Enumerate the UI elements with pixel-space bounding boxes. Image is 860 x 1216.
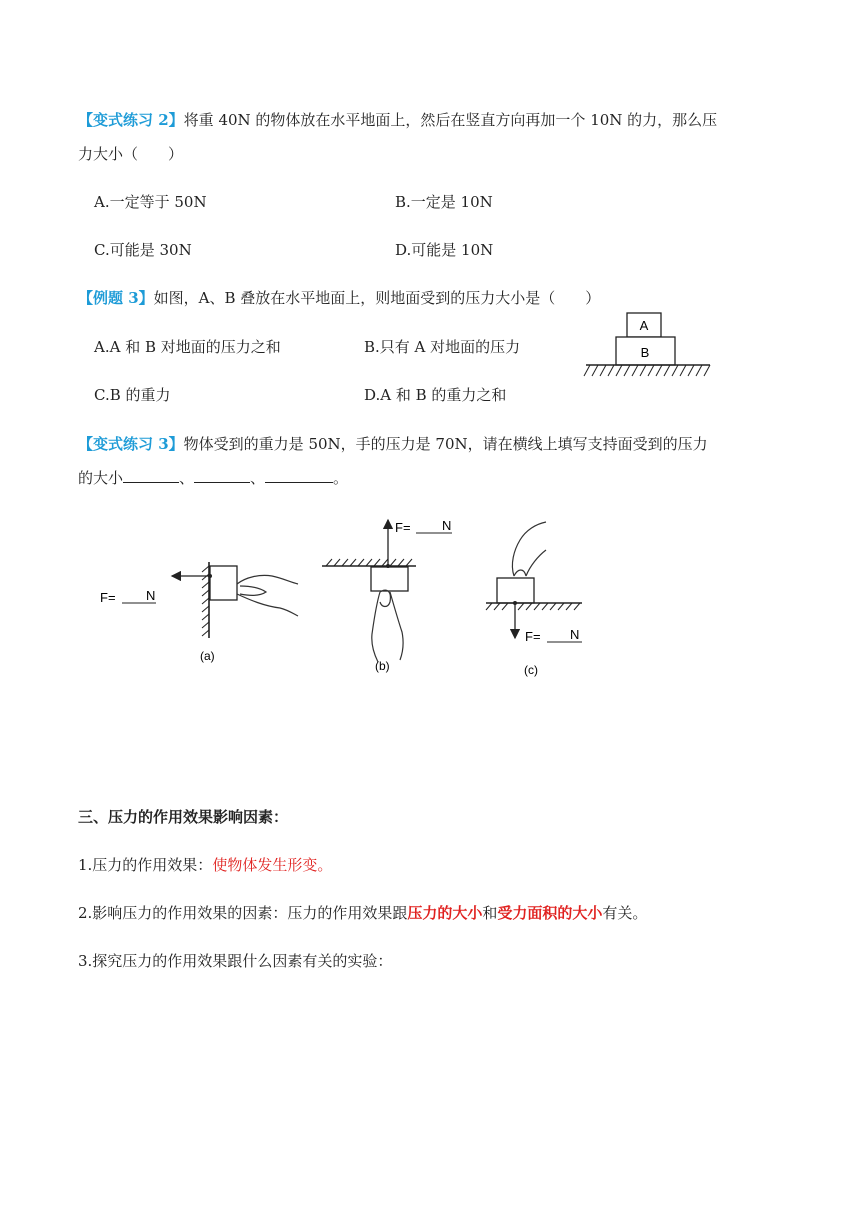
variant2-option-b: B.一定是 10N — [395, 193, 493, 211]
ground-hatch — [584, 365, 710, 376]
variant2-tag: 【变式练习 2】 — [78, 111, 184, 129]
example3-tag: 【例题 3】 — [78, 289, 154, 307]
example3-text: 如图，A、B 叠放在水平地面上，则地面受到的压力大小是（ ） — [153, 289, 601, 307]
answer-blank-1[interactable] — [123, 468, 179, 483]
example3-option-d: D.A 和 B 的重力之和 — [364, 386, 507, 404]
caption-a: (a) — [200, 649, 215, 663]
item2-end: 有关。 — [602, 904, 648, 922]
floor-hatch — [486, 603, 580, 610]
variant3-line1 — [78, 434, 708, 454]
ceiling-hatch — [326, 559, 412, 566]
block-c-fig — [497, 578, 534, 603]
block-a-label: A — [639, 318, 649, 333]
item2-emphasis-1: 压力的大小 — [407, 904, 483, 922]
block-b-fig — [371, 567, 408, 591]
variant3-tag: 【变式练习 3】 — [78, 435, 184, 453]
block-b-label: B — [640, 345, 650, 360]
figure-a — [100, 562, 298, 663]
variant3-sep1: 、 — [179, 469, 195, 487]
block-a-fig — [210, 566, 237, 600]
unit-a: N — [146, 588, 156, 603]
variant3-line2 — [78, 468, 348, 488]
unit-c: N — [570, 627, 580, 642]
variant3-text2: 的大小 — [78, 469, 124, 487]
variant2-option-a: A.一定等于 50N — [94, 193, 207, 211]
variant2-line1 — [78, 110, 717, 130]
section3-heading: 三、压力的作用效果影响因素： — [78, 808, 289, 826]
example3-option-a: A.A 和 B 对地面的压力之和 — [94, 338, 281, 356]
force-label-b: F= — [395, 520, 411, 535]
unit-b: N — [442, 518, 452, 533]
variant3-sep2: 、 — [250, 469, 266, 487]
section3-item2 — [78, 903, 647, 923]
force-label-a: F= — [100, 590, 116, 605]
example3-option-b: B.只有 A 对地面的压力 — [364, 338, 521, 356]
caption-c: (c) — [524, 663, 538, 677]
example3-question — [78, 288, 600, 308]
variant2-option-c: C.可能是 30N — [94, 241, 192, 259]
hand-icon — [237, 575, 298, 616]
hand-icon — [512, 522, 546, 576]
force-label-c: F= — [525, 629, 541, 644]
force-figures — [90, 510, 600, 685]
item2-mid: 和 — [482, 904, 498, 922]
figure-c — [486, 522, 582, 677]
variant3-text1: 物体受到的重力是 50N，手的压力是 70N，请在横线上填写支持面受到的压力 — [183, 435, 708, 453]
section3-item3: 3.探究压力的作用效果跟什么因素有关的实验： — [78, 952, 393, 970]
answer-blank-2[interactable] — [194, 468, 250, 483]
item1-prefix: 1.压力的作用效果： — [78, 856, 213, 874]
answer-blank-3[interactable] — [265, 468, 333, 483]
hand-icon — [372, 590, 403, 662]
variant2-text1: 将重 40N 的物体放在水平地面上，然后在竖直方向再加一个 10N 的力，那么压 — [183, 111, 718, 129]
item2-prefix: 2.影响压力的作用效果的因素：压力的作用效果跟 — [78, 904, 408, 922]
item2-emphasis-2: 受力面积的大小 — [497, 904, 603, 922]
caption-b: (b) — [375, 659, 390, 673]
stacked-blocks-figure — [582, 308, 714, 380]
variant2-line2: 力大小（ ） — [78, 145, 184, 163]
variant2-option-d: D.可能是 10N — [395, 241, 494, 259]
section3-item1 — [78, 855, 332, 875]
figure-b — [322, 518, 452, 673]
example3-option-c: C.B 的重力 — [94, 386, 171, 404]
variant3-end: 。 — [333, 469, 349, 487]
item1-emphasis: 使物体发生形变。 — [212, 856, 333, 874]
